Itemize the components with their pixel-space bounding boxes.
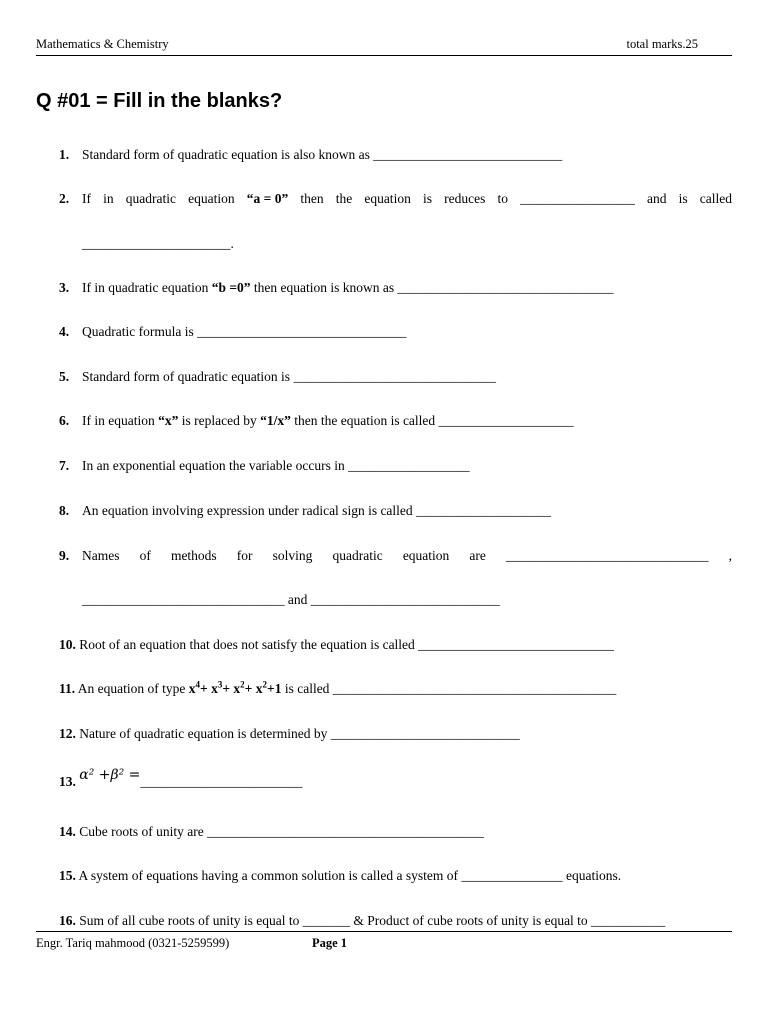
- blank: ______________________________: [505, 548, 709, 563]
- word: to: [497, 191, 508, 206]
- word: quadratic: [125, 191, 176, 206]
- question-text: [59, 680, 616, 698]
- question-text: An equation involving expression under radical sign is called ____________________: [82, 503, 552, 518]
- question-number: 7.: [59, 458, 70, 473]
- text-part: then the equation is called ____________________: [290, 413, 574, 428]
- question-text: Quadratic formula is _______________________________: [82, 324, 407, 339]
- question-text: [82, 412, 574, 430]
- text-part: is replaced by: [178, 413, 261, 428]
- blank: ____________________________: [310, 592, 500, 607]
- word: Names: [82, 548, 120, 563]
- question-number: 15.: [59, 868, 76, 883]
- word: “a = 0”: [246, 191, 289, 206]
- word: equation: [364, 191, 411, 206]
- question-number: 4.: [59, 324, 70, 339]
- question-number: 14.: [59, 824, 76, 839]
- word: equation: [402, 548, 450, 563]
- question-2-continuation: ______________________.: [82, 236, 234, 251]
- word: called: [699, 191, 732, 206]
- blank: _________________: [520, 191, 635, 206]
- question-number: 16.: [59, 913, 76, 928]
- question-text: [82, 279, 614, 297]
- question-text: Standard form of quadratic equation is also known as ____________________________: [82, 147, 563, 162]
- expression: $x^4+ x^3+ x^2+ x^2+1$: [188, 679, 282, 696]
- question-text: [82, 547, 732, 565]
- question-text: [82, 190, 732, 208]
- question-text: [59, 725, 520, 743]
- header-total-marks: total marks.25: [626, 37, 698, 51]
- question-text: In an exponential equation the variable occurs in __________________: [82, 458, 470, 473]
- word: methods: [170, 548, 217, 563]
- text-part: A system of equations having a common solution is called a system of _______________ equations.: [78, 868, 622, 883]
- footer-rule: [36, 931, 732, 932]
- text-part: If in quadratic equation: [82, 280, 212, 295]
- question-number: 12.: [59, 726, 76, 741]
- question-number: 10.: [59, 637, 76, 652]
- text-bold: “b =0”: [211, 280, 251, 295]
- word: the: [335, 191, 353, 206]
- word: reduces: [444, 191, 486, 206]
- text-part: Cube roots of unity are _________________________________________: [79, 824, 484, 839]
- word: then: [300, 191, 324, 206]
- question-number: 9.: [59, 548, 70, 563]
- text-bold: “1/x”: [260, 413, 291, 428]
- footer-author: Engr. Tariq mahmood (0321-5259599): [36, 936, 230, 950]
- text-part: Nature of quadratic equation is determined by ____________________________: [79, 726, 520, 741]
- question-9-continuation: [82, 591, 500, 609]
- word: are: [469, 548, 486, 563]
- word: in: [103, 191, 114, 206]
- text-part: Sum of all cube roots of unity is equal to _______ & Product of cube roots of unity is equal to ___________: [79, 913, 666, 928]
- math-expression: α² +β² =: [79, 767, 141, 783]
- word: is: [678, 191, 688, 206]
- word: of: [139, 548, 151, 563]
- text-part: then equation is known as ________________________________: [250, 280, 614, 295]
- text-part: is called __________________________________________: [281, 681, 617, 696]
- question-text: [59, 823, 484, 841]
- text-part: Root of an equation that does not satisfy the equation is called _____________________________: [79, 637, 614, 652]
- text-bold: “x”: [158, 413, 179, 428]
- question-text: [59, 767, 303, 791]
- question-number: 5.: [59, 369, 70, 384]
- word: solving: [272, 548, 313, 563]
- question-number: 1.: [59, 147, 70, 162]
- question-number: 13.: [59, 774, 76, 789]
- text-part: An equation of type: [77, 681, 189, 696]
- word: quadratic: [332, 548, 383, 563]
- blank: ______________________________: [82, 592, 285, 607]
- question-number: 2.: [59, 191, 70, 206]
- footer-page-number: Page 1: [312, 936, 348, 950]
- section-title: Q #01 = Fill in the blanks?: [36, 90, 283, 112]
- word: is: [422, 191, 432, 206]
- question-number: 11.: [59, 681, 76, 696]
- question-number: 8.: [59, 503, 70, 518]
- header-rule: [36, 55, 732, 56]
- question-text: Standard form of quadratic equation is ______________________________: [82, 369, 496, 384]
- word: equation: [188, 191, 235, 206]
- word: and: [284, 592, 311, 607]
- question-number: 6.: [59, 413, 70, 428]
- question-text: [59, 636, 614, 654]
- question-text: [59, 867, 621, 885]
- word: and: [646, 191, 667, 206]
- text-part: If in equation: [82, 413, 159, 428]
- header-subject: Mathematics & Chemistry: [36, 37, 169, 51]
- word: ,: [728, 548, 732, 563]
- question-number: 3.: [59, 280, 70, 295]
- question-text: [59, 912, 665, 930]
- word: for: [236, 548, 253, 563]
- word: If: [82, 191, 91, 206]
- blank: ________________________: [140, 774, 303, 789]
